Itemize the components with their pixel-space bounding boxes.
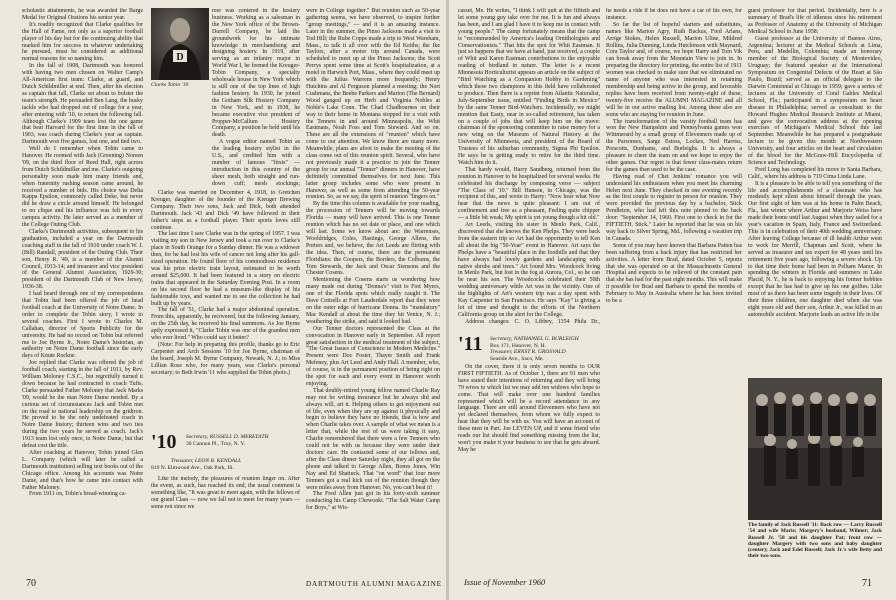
paragraph: The transformation of the varsity football team has won the New Hampshire and Pennsylvania games won Wittmerard by a small group of Elevenners made up of the Parsonses, Sarge Estoss, Lockes, Ned Harriss, Prescotts, Dunhams, and Burleighs. It is always a pleasure to cheer the team on and we hope to enjoy the other games. Our regret is that fewer class-mates return for the games than used to be the case. xyxy=(606,118,742,173)
paragraph: were in College together." But reunion such as 50-year gathering seems, we have observed, to inspire further "group meetings," — and it is an amazing instance. Later in the summer, the Pinso Jacksons made a visit to Tod Hill; the Rube Copps made a trip to West Wareham, Mass., to talk it all over with the Ed Keiths; the Ike Taylors, after a motor trip around Canada, were scheduled to meet up at the Pinso Jacksons; the Scott Perrys spent some time at Scott's hospitalization, at a motel in Harwich Port, Mass., where they could meet up with the Julius Warrens more frequently; Henry Hutchins and Al Ferguson planned a meeting; the Nort Cushmans, the Beebe Parkers and Marion (The Bernard) Wood ganged up on Herb and Virginia Nobles at Noble's Lake Conn. The Chad Chadbournes on their way to their home in Montana stopped for a visit with the Tenners in and around Minneapolis, the Whit Eastmans, Noah Foss and Tom Steward. And so on. These are all the extensions of "reunion" which have come to our attention. We know there are many more. Meanwhile, plans are afoot to make the meeting of the class come out of this reunion spirit. Several, who have not previously made it a practice to join the Tenner group for our annual "Tenner" dinners in Hanover, have definitely committed themselves for next June. This latter group includes some who were present in Hanover, as well as some from attending the 50-year reunion. So, as we say, the spirit of reunion "lingers on." xyxy=(306,8,440,201)
paragraph: In the fall of 1908, Dartmouth was honored with having two men chosen on Walter Camp's All-American first team: Clarke, at guard, and Dutch Schildmiller at end. Then, after his election as captain that fall, Clarke set about to bolster the team's strength. He persuaded Ben Lang, the husky tackle who had dropped out of college for a year, after entering with '10, to return the following fall. Although Clarke's 1909 team lost the one game that beat Harvard for the first time in the fall of 1903, was coach during Clarke's year as captain. Dartmouth won five games, lost one, and tied two. xyxy=(22,63,143,146)
treasurer-1910 xyxy=(151,458,300,471)
photo-caption: Clarke Tobin '10 xyxy=(151,82,189,88)
right-column-3 xyxy=(748,8,882,374)
issue-label: Issue of November 1960 xyxy=(464,578,546,587)
class-number-1910: '10 xyxy=(151,431,177,453)
paragraph: By the time this column is available for your reading, the procession of Tenners will be moving towards Florida — many will have arrived. This is one Tenner reunion which has no set date or place, and one which will last. Some we know about are: the Warrenses, Wooldridges, Coles, Hastings, George Allens, the Porters and, we believe, the Art Leeds are flirting with the idea. Then, of course, there are the permanent Floridians: the Coopers, the Borders, the Colbums, the Tom Stewards, the Jack and Oscar Stensons and the Chester Cosens. xyxy=(306,201,440,277)
treasurer-address: 819 N. Elmwood Ave., Oak Park, Ill. xyxy=(151,464,234,471)
left-column-2-top xyxy=(212,8,300,188)
paragraph: After coaching at Hanover, Tobin joined Glen L. Company (which will later be called a Dartmouth institution) selling text books out of the Chicago office. Among his accounts was Notre Dame, and that's how he came into contact with Father Maloney. xyxy=(22,450,143,491)
paragraph: The Fred Allen just got in his forty-sixth summer conducting his Camp Chewonki. "The Salt Water Camp for Boys," at Wis- xyxy=(306,491,440,512)
paragraph: reer was centered in the hosiery business. Working as a salesman in the New York office of the Brown-Durrell Company, he laid the groundwork for his intimate knowledge in merchandising and designing hosiery. In 1919, after serving as an infantry major in World War I, he formed the Kreuger-Tobin Company, a specialty wholesale house in New York which is still one of the top lines of high fashion hosiery. In 1930, he joined the Gotham Silk Hosiery Company in New York, and in 1938, he became executive vice president of Propper-McCallum Hosiery Company, a position he held until his death. xyxy=(212,8,300,139)
clarke-tobin-photo xyxy=(151,8,209,80)
paragraph: casset, Me. He writes, "I think I will quit at the fiftieth and let some young guy take over for me. It is fun and always has been, and I am glad I have it to keep me in contact with young people." The camp fortunately means that the camp is "recommended by America's leading Ornithologists and Conservationists." That hits the spot for Whit Eastman. It just so happens that we have at hand, just received, a couple of Whit and Karen Eastman contributions to the enjoyable reading of birdland in nature. The letter is a recent Minnesota Horticulturist appears an article on the subject of "Bird Watching as a Companion Hobby to Gardening" which these two champions in this field have collaborated to produce. Then there is a reprint from Atlantic Naturalist, July-September issue, entitled "Finding Birds in Mexico" by the same Tenner Bird-Watchers. Incidentally, we might mention that Easty, near in so-called retirement, has taken on a couple of jobs that will keep him on the move: chairman of the sponsoring committee to raise money for a new wing on the Museum of Natural History at the University of Minnesota, and president of the Board of Trustees of his suburban community, Sigma Phi Epsilon. He says he is getting ready to retire for the third time. Watch him do it. xyxy=(458,8,600,166)
left-column-2-bottom xyxy=(151,190,300,426)
paragraph: The fall of '51, Clarke had a major abdominal operation. From this, apparently, he recovered, but the following January, on the 25th day, he received his final summons. As Joe Byrne aptly expressed it, "Clarke Tobin was one of the grandest men who ever lived." Who could say it better? xyxy=(151,307,300,342)
paragraph: On the cover, there it is only seven months to OUR FIRST FIFTIETH. As of October 1, there are 91 men who have stated their intentions of returning and they will bring 79 wives to which list we may add ten widows who hope to come. That will make over one hundred families represented which will be a record attendance in any language. There are still around Elevenners who have not yet declared themselves, from whom we fully expect to hear that they will be with us. You will have an account of these men in Part. Joe LEVEN UP, and if some friend who reads our list should find something missing from the list, won't you make it your business to see that he gets aboard. May he xyxy=(458,364,600,453)
secretary-address: 30 Cannon Pl., Troy, N. Y. xyxy=(186,440,246,447)
magazine-title: DARTMOUTH ALUMNI MAGAZINE xyxy=(306,580,442,588)
paragraph: Guest professor at the University of Buenos Aires, Argentina; lecturer at the Medical Schools at Lima, Peru, and Medellin, Colombia; made an honorary member of the Biological Society of Montevideo, Uruguay; the featured speaker at the International Symposium on Congenital Defects of the Heart at São Paulo, Brazil; served as an official delegate to the Darwin Centennial at Chicago in 1959; gave a series of lectures at the University of Coral Gables Medical School, Fla.; participated in a symposium on heart disease in Philadelphia; served as consultant to the Howard Hughes Medical Research Institute at Miami, and gave the convocation address at the opening exercises of Michigan's Medical School this last September. Meanwhile he has prepared a postgraduate lecture to be given this month at Northwestern University, and four articles on the heart and circulation of the blood for the McGraw-Hill Encyclopedia of Science and Technology. xyxy=(748,35,882,166)
secretary-address: Box 171, Hanover, N. H. xyxy=(490,342,547,349)
svg-text:D: D xyxy=(176,52,184,63)
left-column-3 xyxy=(306,8,440,568)
russell-family-photo xyxy=(748,378,882,520)
paragraph: Mentioning the Cosens starts us wondering how many made out during "Donna's" visit to Fort Myers, one of the Florida spots which really caught it. The Dave Cottrells at Fort Lauderdale report that they were on the outer edge of hurricane Donna. Its "mandatory" Mac Kendall at about the time they hit Venice, N. J.; weathering the strike, and said it looked bad. xyxy=(306,277,440,325)
family-group-icon xyxy=(748,378,882,520)
paragraph: That doubly-retired young fellow named Charlie Ray may not be writing insurance but he always did and always will, art it. Helping others to get enjoyment out of life, even when they are up against it physically and begin to believe they have no friends, that is how and when Charlie takes over. A sample of what we mean is a letter that, while the rest of us were taking it easy, Charlie remembered that there were a few Tenners who could not be with us because they were under their doctors' care. He contacted some of our fellows and, after the Class dinner Saturday night, they all got on the phone and talked to George Allen, Bones Jones, Win Nay and Ed Shattuck. That "on word" that four more Tenners got a real kick out of the reunion though they were miles away from Hanover. No, you can't beat it! xyxy=(306,387,440,491)
right-column-2 xyxy=(606,8,742,568)
paragraph: Our Tenner doctors represented the Class at the convocation in Hanover early in September. All report great satisfaction in the medical treatment of the subject, "The Great Issues of Conscience in Modern Medicine." Present were Doc Foster, Thayer Smith and Frank Mefeney, plus Art Leed and Andy Hall. A member, who, of course, is in the permanent position of being right on the spot for each and every event in Hanover worth enjoying. xyxy=(306,325,440,387)
paragraph: scholastic attainments, he was awarded the Barge Medal for Original Orations his senior year. xyxy=(22,8,143,21)
paragraph: Art Leeds, visiting his sister in Menlo Park, Calif., discovered that she knows the Ken Phelps. They were back from the eastern trip so Art had the opportunity to tell Ken all about the big "50-Year" event in Hanover. Art says the Phelps have a "beautiful place in the foothills and that they have always had lovely gardens and landscaping with native shrubs and trees." Art found Mrs. Woodcock living in Menlo Park, but lost in the fog at Aurora, Col., so he can be near his son. The Woodcocks celebrated their 50th wedding anniversary while Art was in the vicinity. One of the highlights of Art's western trip was a day spent with Kay Carpenter in San Francisco. He says "Kay" is giving a lot of time and thought to the efforts of the Northern California group on the alert for the College. xyxy=(458,222,600,318)
secretary-line: Secretary, RUSSELL D. MEREDITH xyxy=(186,434,269,440)
treasurer-address: Seaside Ave., Saco, Me. xyxy=(490,355,544,362)
paragraph: It's readily recognized that Clarke qualifies for the Hall of Fame, not only as a superior football player of his day but for the continuing ability that marked him for success in whatever undertaking he pursued, must be considered as additional normal reasons for so naming him. xyxy=(22,21,143,63)
class-1911-body xyxy=(458,364,600,568)
paragraph: I had heard through one of my correspondents that Tobin had been offered the job of head football coach at the University of Notre Dame. In order to complete the Tobin story, I wrote to several coaches. First I wrote to Charles M. Callahan, director of Sports Publicity for the university. He had no record on Tobin but referred me to Joe Byrne Jr., Notre Dame's historian, an authority on Notre Dame football since the early days of Knute Rockne. xyxy=(22,291,143,360)
treasurer-line: Treasurer, LEON B. KENDALL xyxy=(171,458,242,464)
paragraph: That hardy would, Harry Sandberg, returned from the reunion in Hanover to be hospitalized for several weeks. He celebrated his discharge by composing verse — subject "The Class of '10." Bill Hanson, in Chicago, was the recipient of this, and wrote to Harry: "Now hear what Now hear that the news is quite pleasant: I am out of confinement and free as a pheasant, Feeling quite chipper — a little bit weak; My spirit is yet young though a bit old." xyxy=(458,166,600,222)
secretary-line: Secretary, NATHANIEL G. BURLEIGH xyxy=(490,336,579,342)
paragraph: So far the list of hopeful starters and substitutes, names like Marion Agry, Ruth Backus, Fred Arlans, Arrige Stokes, Helen Russell, Marion Uline, Mildred Rollins, Julia Dunning, Linda Hutchinson with Maynard, Cora Taylor and, of course, we hope Harry and Tom Vik can break away from the Mountain View to join in. In preparing the directory for printing, the entire list of 1911 women was checked to make sure that we eliminated no name of anyone who was interested in retaining membership and being active in the group, and favorable replies have been received from twenty-eight of these, twenty-five receive the ALUMNI MAGAZINE and all will be in our active mailing list. Among these also are some who are staying for reunion in June. xyxy=(606,21,742,118)
paragraph: It is a pleasure to be able to tell you something of the life and accomplishments of a classmate who has modestly kept silent about himself through the years. Our first sight of him was at his home in Palm Beach, Fla., last winter where Arthur and Marjorie Weiss have made their home until last August when they sailed for a year's vacation in Spain, Italy, France and Switzerland. This is in celebration of their 40th wedding anniversary. After leaving College because of ill health Arthur went to work for Merrill, Chapman and Scott, where he served as treasurer and tax expert for 48 years until his retirement five years ago, following a severe shock. Up to that time their home had been in Pelham Manor. In spending the winters in Florida and summers in Lake Placid, N. Y., he is back to enjoying his former hobbies except that he has had to give up his one golfies. Like most of us there has been some tragedy in their lives. Of their three children, one daughter died when she was eight years old and their son, Arthur Jr., was killed in an automobile accident. Marjorie leads an active life in the xyxy=(748,180,882,318)
left-column-1 xyxy=(22,8,143,568)
paragraph: Having read of Chet Jenkins' romance you will understand his enthusiasm when you meet his charming Helen next June. They checked in one evening recently as the first couple to register in person for reunion. They were provided the previous day by a bachelor, Stick Pendleton, who had left this note pinned to the back door: "September 14, 1960. First one to check in for the FIFTIETH. Stick." Later he reported that he was on his way back to Silver Spring, Md., following a vacation trip in Canada. xyxy=(606,173,742,242)
class-officers-1911 xyxy=(490,336,600,362)
portrait-figure-icon xyxy=(151,8,209,80)
paragraph: guest professor for that period. Incidentally, here is a summary of Brad's life of idleness since his retirement as Professor of Anatomy at the University of Michigan Medical School in June 1958: xyxy=(748,8,882,35)
paragraph: Some of you may have known that Barbara Patten has been suffering from a back injury that has restricted her activities. A letter from Brad, dated October 5, reports that she was operated on at the Massachusetts General Hospital and expects to be relieved of the constant pain that she has had for the past eight months. This will make it possible for Brad and Barbara to spend the months of February to May in Australia where he has been invited to be a xyxy=(606,242,742,305)
class-number-1911: '11 xyxy=(458,333,483,355)
page-gutter xyxy=(446,0,449,600)
right-column-1-top xyxy=(458,8,600,326)
right-page-number: 71 xyxy=(862,578,872,589)
paragraph: Clarke's Dartmouth activities, subsequent to his graduation, included a year on the Dartmouth coaching staff in the fall of 1910 under coach W. J. (Bill) Randall, president of the Outing Club. Their son, Henry R. '49, is a member of the Alumni Council, 1913-14; and treasurer and vice president of the General Alumni Association, 1929-30; president of the Dartmouth Club of New Jersey, 1936-38. xyxy=(22,229,143,291)
paragraph: Address changes: C. O. Libbey, 1354 Phila Dr., xyxy=(465,318,600,325)
paragraph: Joe replied that Clarke was offered the job of football coach, starting in the fall of 1911, by Rev. William Moloney C.S.C., but regretfully turned it down because he had contracted to coach Tufts. Clarke persuaded Father Moloney that Jack Marks '09, would be the man Notre Dame needed. By a curious set of circumstances Jack and Tobin met on the road to national leadership on the gridiron. He proved to be the only undefeated coach in Notre Dame history; thirteen wins and two ties during the two years he served as coach. Jack's 1913 team lost only once, to Notre Dame, but that defeat cost the title. xyxy=(22,360,143,450)
paragraph: The last time I saw Clarke was in the spring of 1957. I was visiting my son in New Jersey and took a run over to Clarke's place in South Orange for a Sunday dinner. He was a widower then, for he had lost his wife of cancer not long after his gall-sized operation. He found floor of his commodious residence was his prize electric train layout, estimated to be worth around $25,000. It had been featured in a story on electric trains that appeared in the Saturday Evening Post. In a room on his second floor he had a museum-like display of his fashionable toys, and wanted me to see the collection he had built up by years. xyxy=(151,231,300,307)
paragraph: Clarke was married on December 4, 1918, to Gretchen Kreuger, daughter of the founder of the Kreuger Brewing Company. Their two sons, Jack and Dick, both attended Dartmouth. Jack '43 and Dick '49 have followed in their father's steps as a football player. Their sports loves still continue. xyxy=(151,190,300,231)
paragraph: Fred Long has completed his move to Santa Barbara, Calif., where his address is 719 Cima Linda Lane. xyxy=(748,166,882,180)
paragraph: From 1911 on, Tobin's bread-winning ca- xyxy=(29,491,127,498)
paragraph: he needs a ride if he does not have a car of his own, for instance. xyxy=(606,8,742,21)
paragraph: (Note: For help in preparing this profile, thanks go to Eric Carpenter and Arch Sessions '10 for Joe Byrne, chairman of the board, Joseph M. Byrne Company, Newark, N. J.; to Miss Lillian Rose who, for many years, was Clarke's personal secretary; to Beth Irwin '11 who supplied the Tobin photo.) xyxy=(151,341,300,376)
left-page-number: 70 xyxy=(26,578,36,589)
paragraph: Like the melody, the pleasures of reunion linger on. After the event, as such, has reached its end, the usual comment is something like, "It was great to meet again, with the fellows of our grand Class — now we fall not to meet for many years — some not since we xyxy=(151,476,300,510)
paragraph: Well do I remember when Tobin came to Hanover. He roomed with Jack (Greening) Noreen '09, on the third floor of Reed Hall, right across from Dutch Schildmiller and me. Clarke's outgoing personality soon made him many friends and, when fraternity rushing season came around, he received a number of bids. His choice was Delta Kappa Epsilon, commonly called Deke, but never did he draw a circle around himself. He belonged to no clique and his influence was felt in every campus activity. He later served as a member of the College Outing Club. xyxy=(22,146,143,229)
family-photo-caption: The family of Jack Russell '11: Back row — Larry Russell '54 and wife Marie; Margery's husband, Wilmer; Jack Russell Jr. '58 and his daughter Pat; front row — daughter Margery with two sons and baby daughter (center); Jack and Edel Russell; Jack Jr.'s wife Betty and their two sons. xyxy=(748,522,882,560)
paragraph: A vogue editor named Tobin as the leading hosiery stylist in the U.S., and credited him with a number of famous "firsts" — introduction in this country of the sheer mesh, both straight and run-down cuff; mesh stockings; xyxy=(212,139,300,187)
class-1910-body xyxy=(151,476,300,566)
treasurer-line: Treasurer, ERNST R. GROSVALD xyxy=(490,349,566,356)
class-officers-1910 xyxy=(186,434,300,447)
